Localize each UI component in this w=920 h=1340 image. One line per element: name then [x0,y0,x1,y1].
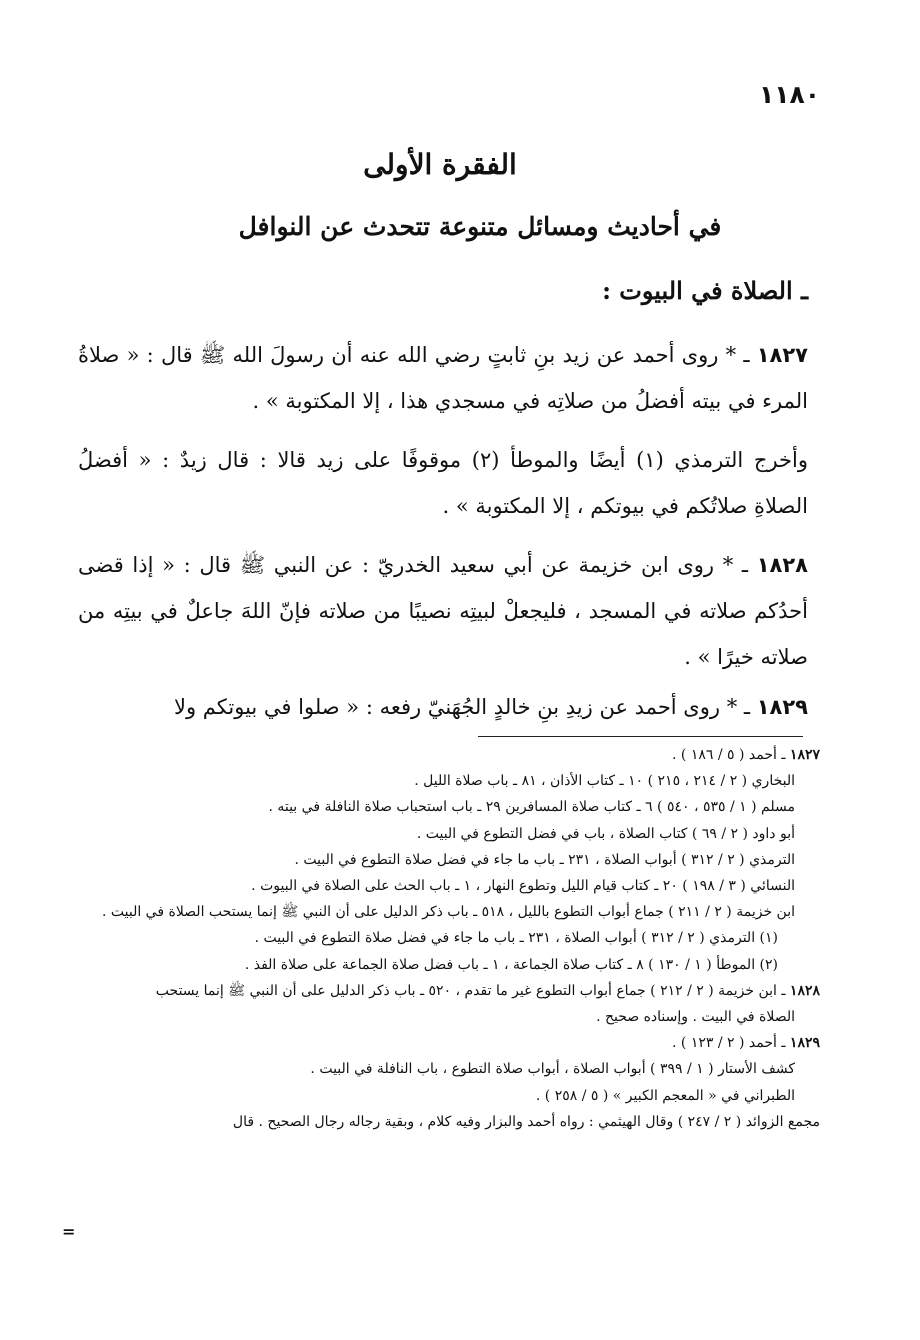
hadith-number: ١٨٢٧ [756,343,808,367]
footnote-ref: ١٨٢٨ [789,982,820,999]
hadith-number: ١٨٢٩ [756,695,808,719]
hadith-text: ـ * روى أحمد عن زيد بنِ ثابتٍ رضي الله عنه أن رسولَ الله ﷺ قال : « صلاةُ المرء في بيته أفضلُ من صلاتِه في مسجدي هذا ، إلا المكتوبة » . [78,343,808,413]
footnote-text: ـ أحمد ( ٥ / ١٨٦ ) . [672,747,790,763]
footnote-source: النسائي ( ٣ / ١٩٨ ) ٢٠ ـ كتاب قيام الليل وتطوع النهار ، ١ ـ باب الحث على الصلاة في البيوت . [251,878,795,895]
hadith-1827 [78,332,808,424]
footnote-text: ـ أحمد ( ٢ / ١٢٣ ) . [672,1035,790,1052]
footnote-source: ابن خزيمة ( ٢ / ٢١١ ) جماع أبواب التطوع بالليل ، ٥١٨ ـ باب ذكر الدليل على أن النبي ﷺ إنما يستحب الصلاة في البيت . [101,904,795,921]
footnote-source: مسلم ( ١ / ٥٣٥ ، ٥٤٠ ) ٦ ـ كتاب صلاة المسافرين ٢٩ ـ باب استحباب صلاة النافلة في بيته . [268,799,795,816]
page-number: ١١٨٠ [758,80,820,109]
footnote-ref: ١٨٢٧ [789,747,820,763]
footnote-note-2: (٢) الموطأ ( ١ / ١٣٠ ) ٨ ـ كتاب صلاة الجماعة ، ١ ـ باب فضل صلاة الجماعة على صلاة الفذ . [244,956,778,973]
footnote-source: الترمذي ( ٢ / ٣١٢ ) أبواب الصلاة ، ٢٣١ ـ باب ما جاء في فضل صلاة التطوع في البيت . [294,851,795,868]
footnote-1828 [60,978,820,1004]
hadith-text: ـ * روى أحمد عن زيدِ بنِ خالدٍ الجُهَنيّ رفعه : « صلوا في بيوتكم ولا [174,695,757,719]
hadith-1829 [78,684,808,730]
footnote-source: البخاري ( ٢ / ٢١٤ ، ٢١٥ ) ١٠ ـ كتاب الأذان ، ٨١ ـ باب صلاة الليل . [414,773,795,790]
section-heading: ـ الصلاة في البيوت : [602,276,808,305]
continuation-mark: = [62,1222,76,1241]
hadith-number: ١٨٢٨ [756,553,808,577]
footnote-divider [478,736,803,737]
footnote-ref: ١٨٢٩ [789,1035,820,1052]
chapter-subtitle: في أحاديث ومسائل متنوعة تتحدث عن النوافل [238,212,722,241]
footnotes [60,742,820,1135]
footnote-source: كشف الأستار ( ١ / ٣٩٩ ) أبواب الصلاة ، أبواب صلاة التطوع ، باب النافلة في البيت . [310,1061,795,1078]
footnote-1829 [60,1030,820,1056]
tirmidhi-note: وأخرج الترمذي (١) أيضًا والموطأ (٢) موقوفًا على زيد قالا : قال زيدٌ : « أفضلُ الصلاةِ صلاتُكم في بيوتكم ، إلا المكتوبة » . [78,448,808,518]
footnote-source: الصلاة في البيت . وإسناده صحيح . [596,1009,795,1026]
hadith-text: ـ * روى ابن خزيمة عن أبي سعيد الخدريّ : عن النبي ﷺ قال : « إذا قضى أحدُكم صلاته في المسجد ، فليجعلْ لبيتِه نصيبًا من صلاته فإنّ اللهَ جاعلٌ في بيتِه من صلاته خيرًا » . [78,553,808,669]
footnote-source: مجمع الزوائد ( ٢ / ٢٤٧ ) وقال الهيثمي : رواه أحمد والبزار وفيه كلام ، وبقية رجاله رجال الصحيح . قال [232,1113,820,1130]
footnote-1827 [60,742,820,768]
hadith-1828 [78,542,808,680]
footnote-text: ـ ابن خزيمة ( ٢ / ٢١٢ ) جماع أبواب التطوع غير ما تقدم ، ٥٢٠ ـ باب ذكر الدليل على أن النبي ﷺ إنما يستحب [155,982,790,999]
footnote-note-1: (١) الترمذي ( ٢ / ٣١٢ ) أبواب الصلاة ، ٢٣١ ـ باب ما جاء في فضل صلاة التطوع في البيت . [254,930,778,947]
footnote-source: أبو داود ( ٢ / ٦٩ ) كتاب الصلاة ، باب في فضل التطوع في البيت . [416,825,795,842]
chapter-title: الفقرة الأولى [363,148,517,181]
footnote-source: الطبراني في « المعجم الكبير » ( ٥ / ٢٥٨ ) . [535,1087,795,1104]
